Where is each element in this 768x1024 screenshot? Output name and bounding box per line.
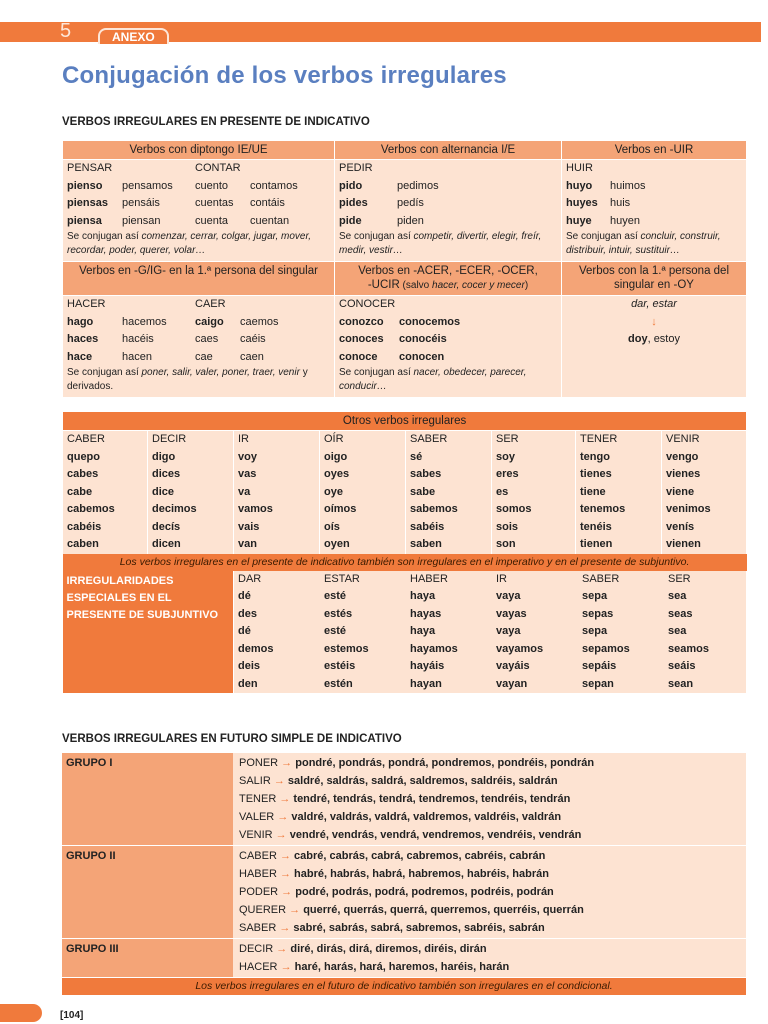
form: oímos [324,503,357,515]
form: estés [324,607,353,620]
future-forms: sabré, sabrás, sabrá, sabremos, sabréis, sabrán [293,922,545,934]
uir-header: Verbos en -UIR [562,141,747,160]
form: somos [496,503,532,515]
future-forms: habré, habrás, habrá, habremos, habréis, habrán [294,868,549,880]
note-lead: Se conjugan así [339,231,414,242]
form: hago [67,315,94,328]
form: eres [496,468,519,480]
note-list: comenzar, cerrar, colgar, jugar, mover, recordar, poder, querer, volar… [67,231,312,256]
form: sé [410,450,423,463]
page-title: Conjugación de los verbos irregulares [62,62,507,89]
note-lead: Se conjugan así [566,231,641,242]
otros-column [148,431,234,554]
verb-head: IR [496,572,507,585]
oy-form: doy [628,333,648,345]
form: caigo [195,315,224,328]
form: des [238,607,257,620]
form: es [496,485,509,498]
verb-head: HACER [67,298,106,310]
form: decimos [152,503,197,515]
form: pido [339,179,363,192]
form: sepa [582,590,608,602]
future-forms: podré, podrás, podrá, podremos, podréis, podrán [295,886,554,898]
form: conozco [339,315,384,328]
future-group-label: GRUPO III [62,939,233,978]
future-forms: diré, dirás, dirá, diremos, diréis, dirán [290,943,487,955]
form: conoces [339,333,384,345]
future-group-verbs [233,753,746,846]
right-arrow-icon: → [274,811,292,823]
form: oye [324,485,343,498]
right-arrow-icon: → [276,850,295,862]
form: sepas [582,607,614,620]
note-list: poner, salir, valer, poner, traer, venir [141,367,300,378]
form: caen [240,350,264,363]
form: oyen [324,538,350,550]
form: tenemos [580,503,626,515]
form: seamos [668,642,709,655]
verb-head: SER [668,572,691,585]
verb-head: DECIR [152,433,187,445]
verb-head: SABER [582,572,620,585]
form: sea [668,590,687,602]
otros-column [492,431,576,554]
form: cabes [67,468,99,480]
diptongo-header: Verbos con diptongo IE/UE [63,141,335,160]
form: piden [397,214,424,227]
form: cae [195,350,213,363]
form: cuentas [195,197,234,209]
form: vienes [666,468,701,480]
otros-column [576,431,662,554]
verb-head: IR [238,433,249,445]
form: huimos [610,179,646,192]
form: estén [324,677,353,690]
future-group-verbs [233,846,746,939]
right-arrow-icon: → [276,868,295,880]
subjuntivo-column [234,571,320,694]
otros-header: Otros verbos irregulares [63,412,747,431]
otros-column [63,431,148,554]
form: conocéis [399,333,447,345]
future-verb-line [239,790,740,808]
form: pide [339,214,362,227]
right-arrow-icon: → [276,922,294,934]
future-forms: tendré, tendrás, tendrá, tendremos, tendréis, tendrán [293,793,571,805]
verb-head: CONOCER [339,298,396,310]
future-verb-line [239,901,740,919]
gig-header: Verbos en -G/IG- en la 1.ª persona del singular [63,262,335,296]
acer-header-part: hacer, cocer y mecer [432,280,525,291]
verb-head: PENSAR [67,162,113,174]
form: cuenta [195,214,229,227]
verb-head: VENIR [666,433,700,445]
verb-infinitive: VENIR [239,829,273,841]
right-arrow-icon: → [270,775,288,787]
subjuntivo-column [320,571,406,694]
alternancia-cell [335,160,562,262]
form: venimos [666,503,711,515]
form: decís [152,520,181,533]
future-verb-line [239,826,740,844]
form: piensas [67,197,108,209]
acer-header-line1: Verbos en -ACER, -ECER, -OCER, [358,265,538,277]
future-table [62,753,746,995]
note-list: competir, divertir, elegir, freír, medir, vestir… [339,231,542,256]
future-note-band: Los verbos irregulares en el futuro de indicativo también son irregulares en el condicional. [62,978,746,996]
form: tenéis [580,520,612,533]
form: seas [668,607,693,620]
form: sabemos [410,503,458,515]
verb-infinitive: DECIR [239,943,274,955]
form: hace [67,350,93,363]
subjuntivo-column [664,571,748,694]
form: huyen [610,214,640,227]
form: digo [152,450,176,463]
future-verb-line [239,865,740,883]
verb-infinitive: HACER [239,961,278,973]
form: tiene [580,485,606,498]
otros-column [406,431,492,554]
verb-infinitive: VALER [239,811,275,823]
subjuntivo-label: IRREGULARIDADES ESPECIALES EN EL PRESENTE DE SUBJUNTIVO [63,571,234,694]
form: hayamos [410,642,458,655]
form: pedís [397,197,424,209]
form: oyes [324,468,350,480]
right-arrow-icon: → [272,829,290,841]
form: sois [496,520,519,533]
form: viene [666,485,695,498]
form: caes [195,333,219,345]
verb-infinitive: PODER [239,886,279,898]
form: oigo [324,450,348,463]
form: sepa [582,625,608,637]
form: pedimos [397,179,439,192]
alternancia-header: Verbos con alternancia I/E [335,141,562,160]
form: esté [324,590,347,602]
form: contamos [250,179,298,192]
future-group-verbs [233,939,746,978]
form: hayáis [410,660,445,672]
form: van [238,538,257,550]
form: pensáis [122,197,160,209]
form: pides [339,197,368,209]
form: demos [238,642,274,655]
form: huyo [566,179,593,192]
form: hacemos [122,315,167,328]
otros-table [62,411,747,693]
form: estemos [324,642,369,655]
note-list: concluir, construir, distribuir, intuir, sustituir… [566,231,721,256]
gig-cell [63,296,335,398]
form: deis [238,660,261,672]
verb-head: DAR [238,572,262,585]
section-tag: ANEXO [98,28,169,44]
form: sean [668,677,694,690]
future-verb-line [239,847,740,865]
acer-header-part: ) [524,280,529,291]
form: cabe [67,485,93,498]
verb-head: SER [496,433,519,445]
oy-infinitives: dar, estar [631,298,677,310]
present-note-band: Los verbos irregulares en el presente de indicativo también son irregulares en el imperativo y en el presente de subjuntivo. [63,554,747,571]
footer-tab [0,1004,42,1022]
subjuntivo-cell [234,571,747,694]
form: sepan [582,677,614,690]
form: dicen [152,538,181,550]
future-verb-line [239,883,740,901]
form: sabes [410,468,442,480]
verb-head: OÍR [324,433,344,445]
form: sepáis [582,660,617,672]
right-arrow-icon: → [278,886,296,898]
verb-head: TENER [580,433,618,445]
form: venís [666,520,695,533]
form: tengo [580,450,610,463]
form: voy [238,450,257,463]
oy-form: , estoy [647,333,680,345]
form: den [238,677,258,690]
future-forms: haré, harás, hará, haremos, haréis, harán [294,961,510,973]
form: hacéis [122,333,154,345]
form: vaya [496,590,521,602]
diptongo-cell [63,160,335,262]
form: caben [67,538,99,550]
form: saben [410,538,442,550]
form: son [496,538,516,550]
acer-header [335,262,562,296]
form: conocen [399,350,445,363]
verb-infinitive: SABER [239,922,277,934]
form: haces [67,333,99,345]
form: esté [324,625,347,637]
oy-cell [562,296,747,398]
future-forms: vendré, vendrás, vendrá, vendremos, vendréis, vendrán [289,829,582,841]
form: piensan [122,214,161,227]
form: vayas [496,607,527,620]
form: cabemos [67,503,115,515]
down-arrow-icon: ↓ [651,315,657,328]
right-arrow-icon: → [276,793,294,805]
future-forms: valdré, valdrás, valdrá, valdremos, valdréis, valdrán [291,811,562,823]
chapter-bar [0,22,761,42]
verb-infinitive: PONER [239,757,279,769]
verb-head: CONTAR [195,162,241,174]
subjuntivo-column [406,571,492,694]
form: pensamos [122,179,173,192]
otros-column [662,431,747,554]
future-verb-line [239,958,740,976]
acer-header-part: -UCIR [367,279,400,291]
form: quepo [67,450,100,463]
form: sepamos [582,642,630,655]
form: vengo [666,450,699,463]
right-arrow-icon: → [277,961,295,973]
form: huyes [566,197,598,209]
form: tienes [580,468,612,480]
right-arrow-icon: → [278,757,296,769]
form: seáis [668,660,696,672]
form: vas [238,468,257,480]
verb-head: HUIR [566,162,593,174]
future-forms: saldré, saldrás, saldrá, saldremos, saldréis, saldrán [287,775,558,787]
verb-head: CAER [195,298,226,310]
form: piensa [67,214,102,227]
future-section-title: VERBOS IRREGULARES EN FUTURO SIMPLE DE INDICATIVO [62,733,402,745]
form: hacen [122,350,152,363]
form: sea [668,625,687,637]
verb-head: PEDIR [339,162,373,174]
form: vais [238,520,260,533]
verb-infinitive: SALIR [239,775,271,787]
acer-cell [335,296,562,398]
form: vayan [496,677,528,690]
chapter-number: 5 [60,20,72,42]
verb-head: SABER [410,433,448,445]
note-lead: Se conjugan así [339,367,414,378]
form: dé [238,590,251,602]
present-section-title: VERBOS IRREGULARES EN PRESENTE DE INDICATIVO [62,116,370,128]
form: dices [152,468,181,480]
note-lead: Se conjugan así [67,231,142,242]
oy-header: Verbos con la 1.ª persona del singular en -OY [562,262,747,296]
form: vaya [496,625,521,637]
form: dé [238,625,251,637]
verb-infinitive: TENER [239,793,277,805]
form: oís [324,520,340,533]
future-forms: cabré, cabrás, cabrá, cabremos, cabréis, cabrán [294,850,546,862]
form: caemos [240,315,279,328]
future-group-label: GRUPO II [62,846,233,939]
verb-infinitive: CABER [239,850,277,862]
future-verb-line [239,772,740,790]
verb-infinitive: HABER [239,868,277,880]
verb-head: HABER [410,572,448,585]
uir-cell [562,160,747,262]
form: conoce [339,350,378,363]
future-verb-line [239,808,740,826]
present-table [62,140,747,397]
form: tienen [580,538,613,550]
form: hayas [410,607,442,620]
form: hayan [410,677,442,690]
future-forms: pondré, pondrás, pondrá, pondremos, pondréis, pondrán [295,757,595,769]
verb-head: ESTAR [324,572,360,585]
note-list: nacer, obedecer, parecer, conducir… [339,367,527,392]
future-verb-line [239,754,740,772]
form: sabéis [410,520,445,533]
form: cuentan [250,214,290,227]
future-group-label: GRUPO I [62,753,233,846]
acer-header-part: (salvo [399,280,433,291]
verb-head: CABER [67,433,105,445]
form: vamos [238,503,273,515]
form: va [238,485,251,498]
future-verb-line [239,940,740,958]
form: haya [410,590,436,602]
form: pienso [67,179,103,192]
form: cabéis [67,520,102,533]
otros-column [320,431,406,554]
form: sabe [410,485,436,498]
subjuntivo-column [578,571,664,694]
future-verb-line [239,919,740,937]
form: soy [496,450,515,463]
future-forms: querré, querrás, querrá, querremos, querréis, querrán [303,904,584,916]
note-tail: y derivados. [67,367,308,392]
right-arrow-icon: → [286,904,304,916]
form: cuento [195,179,229,192]
right-arrow-icon: → [273,943,291,955]
form: contáis [250,197,285,209]
form: vayáis [496,660,530,672]
form: dice [152,485,175,498]
note-lead: Se conjugan así [67,367,142,378]
form: caéis [240,333,266,345]
form: conocemos [399,315,461,328]
form: haya [410,625,436,637]
form: huye [566,214,592,227]
form: vienen [666,538,701,550]
subjuntivo-column [492,571,578,694]
page-number: [104] [60,1010,84,1021]
form: huis [610,197,631,209]
otros-column [234,431,320,554]
verb-infinitive: QUERER [239,904,287,916]
form: vayamos [496,642,544,655]
form: estéis [324,660,356,672]
